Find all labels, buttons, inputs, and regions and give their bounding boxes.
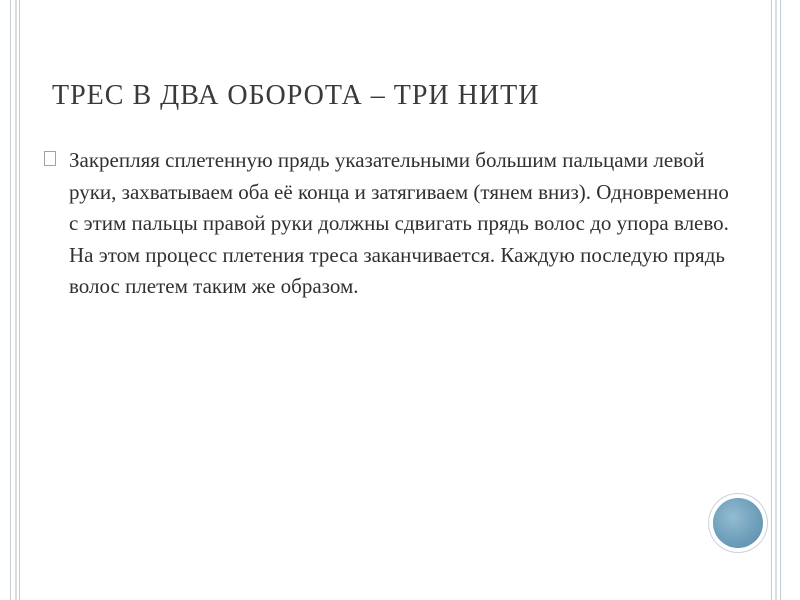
decorative-circle-icon xyxy=(713,498,763,548)
slide-title: ТРЕС В ДВА ОБОРОТА – ТРИ НИТИ xyxy=(52,80,540,111)
bullet-text: Закрепляя сплетенную прядь указательными большим пальцами левой руки, захватываем оба её конца и затягиваем (тянем вниз). Одновременно с этим пальцы правой руки должны сдвигать прядь волос до упора влево. На этом процесс плетения треса заканчивается. Каждую последую прядь волос плетем таким же образом. xyxy=(69,148,729,298)
frame-line-right xyxy=(780,0,781,600)
frame-line-left xyxy=(10,0,11,600)
square-bullet-icon xyxy=(44,151,56,166)
frame-line-right xyxy=(775,0,777,600)
frame-line-left xyxy=(15,0,17,600)
frame-line-right xyxy=(771,0,772,600)
bullet-item xyxy=(44,145,734,303)
slide-body xyxy=(44,145,734,303)
frame-line-left xyxy=(19,0,20,600)
